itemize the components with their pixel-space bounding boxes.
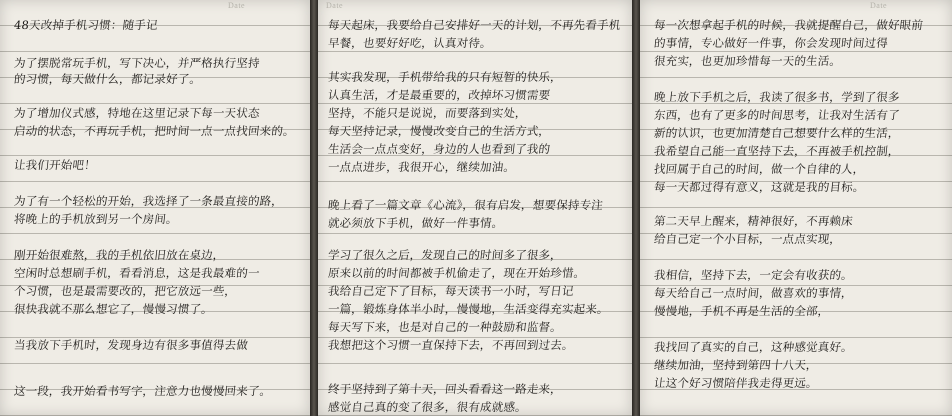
handwritten-line: 终于坚持到了第十天，回头看看这一路走来，: [327, 382, 563, 396]
handwritten-line: 每天坚持记录，慢慢改变自己的生活方式，: [327, 124, 552, 138]
notebook-page-right: [640, 0, 952, 416]
handwritten-line: 给自己定一个小目标，一点点实现，: [653, 232, 842, 246]
handwritten-line: 我给自己定下了目标，每天读书一小时，写日记: [327, 284, 575, 298]
handwritten-line: 生活会一点点变好，身边的人也看到了我的: [327, 142, 552, 156]
handwritten-line: 新的认识，也更加清楚自己想要什么样的生活，: [653, 126, 901, 140]
handwritten-line: 早餐，也要好好吃，认真对待。: [327, 36, 493, 50]
date-label: Date: [326, 1, 344, 10]
handwritten-line: 每天起床，我要给自己安排好一天的计划，不再先看手机: [327, 18, 622, 32]
handwritten-line: 为了摆脱常玩手机，写下决心，并严格执行坚持: [13, 56, 261, 70]
notebook-page-left: [0, 0, 310, 416]
handwritten-line: 我想把这个习惯一直保持下去，不再回到过去。: [327, 338, 575, 352]
handwritten-line: 这一段，我开始看书写字，注意力也慢慢回来了。: [13, 384, 273, 398]
handwritten-line: 将晚上的手机放到另一个房间。: [13, 212, 179, 226]
handwritten-line: 第二天早上醒来，精神很好，不再赖床: [653, 214, 854, 228]
date-label: Date: [870, 1, 888, 10]
handwritten-line: 就必须放下手机，做好一件事情。: [327, 216, 505, 230]
handwritten-line: 让我们开始吧！: [13, 158, 97, 172]
handwritten-line: 学习了很久之后，发现自己的时间多了很多，: [327, 248, 563, 262]
handwritten-line: 空闲时总想刷手机，看看消息，这是我最难的一: [13, 266, 261, 280]
handwritten-line: 很充实，也更加珍惜每一天的生活。: [653, 54, 842, 68]
handwritten-line: 为了增加仪式感，特地在这里记录下每一天状态: [13, 106, 261, 120]
handwritten-line: 为了有一个轻松的开始，我选择了一条最直接的路，: [13, 194, 284, 208]
handwritten-line: 的事情，专心做好一件事，你会发现时间过得: [653, 36, 889, 50]
handwritten-line: 的习惯，每天做什么，都记录好了。: [13, 72, 202, 86]
handwritten-line: 每一天都过得有意义，这就是我的目标。: [653, 180, 866, 194]
handwritten-line: 认真生活，才是最重要的，改掉坏习惯需要: [327, 88, 552, 102]
date-label: Date: [228, 1, 246, 10]
handwritten-line: 每一次想拿起手机的时候，我就提醒自己，做好眼前: [653, 18, 924, 32]
handwritten-line: 晚上看了一篇文章《心流》，很有启发，想要保持专注: [327, 198, 604, 212]
handwritten-line: 我希望自己能一直坚持下去，不再被手机控制，: [653, 144, 901, 158]
handwritten-line: 我找回了真实的自己，这种感觉真好。: [653, 340, 854, 354]
handwritten-line: 个习惯，也是最需要改的，把它放远一些，: [13, 284, 238, 298]
handwritten-line: 当我放下手机时，发现身边有很多事值得去做: [13, 338, 249, 352]
handwritten-line: 其实我发现，手机带给我的只有短暂的快乐，: [327, 70, 563, 84]
handwritten-line: 晚上放下手机之后，我读了很多书，学到了很多: [653, 90, 901, 104]
handwritten-line: 找回属于自己的时间，做一个自律的人，: [653, 162, 866, 176]
handwritten-line: 启动的状态，不再玩手机，把时间一点一点找回来的。: [13, 124, 296, 138]
handwritten-line: 每天写下来，也是对自己的一种鼓励和监督。: [327, 320, 563, 334]
handwritten-line: 48天改掉手机习惯：随手记: [13, 18, 159, 32]
handwritten-line: 慢慢地，手机不再是生活的全部，: [653, 304, 831, 318]
handwritten-line: 坚持，不能只是说说，而要落到实处，: [327, 106, 528, 120]
handwritten-line: 让这个好习惯陪伴我走得更远。: [653, 376, 819, 390]
handwritten-line: 东西，也有了更多的时间思考，让我对生活有了: [653, 108, 901, 122]
handwritten-line: 原来以前的时间都被手机偷走了，现在开始珍惜。: [327, 266, 587, 280]
handwritten-line: 感觉自己真的变了很多，很有成就感。: [327, 400, 528, 414]
book-spine: [310, 0, 318, 416]
handwritten-line: 一篇，锻炼身体半小时，慢慢地，生活变得充实起来。: [327, 302, 610, 316]
handwritten-line: 每天给自己一点时间，做喜欢的事情，: [653, 286, 854, 300]
handwritten-line: 刚开始很难熬，我的手机依旧放在桌边，: [13, 248, 226, 262]
handwritten-line: 继续加油，坚持到第四十八天，: [653, 358, 819, 372]
handwritten-line: 很快我就不那么想它了，慢慢习惯了。: [13, 302, 214, 316]
notebook-page-middle: [318, 0, 632, 416]
handwritten-line: 我相信，坚持下去，一定会有收获的。: [653, 268, 854, 282]
handwritten-line: 一点点进步，我很开心，继续加油。: [327, 160, 516, 174]
book-spine: [632, 0, 640, 416]
